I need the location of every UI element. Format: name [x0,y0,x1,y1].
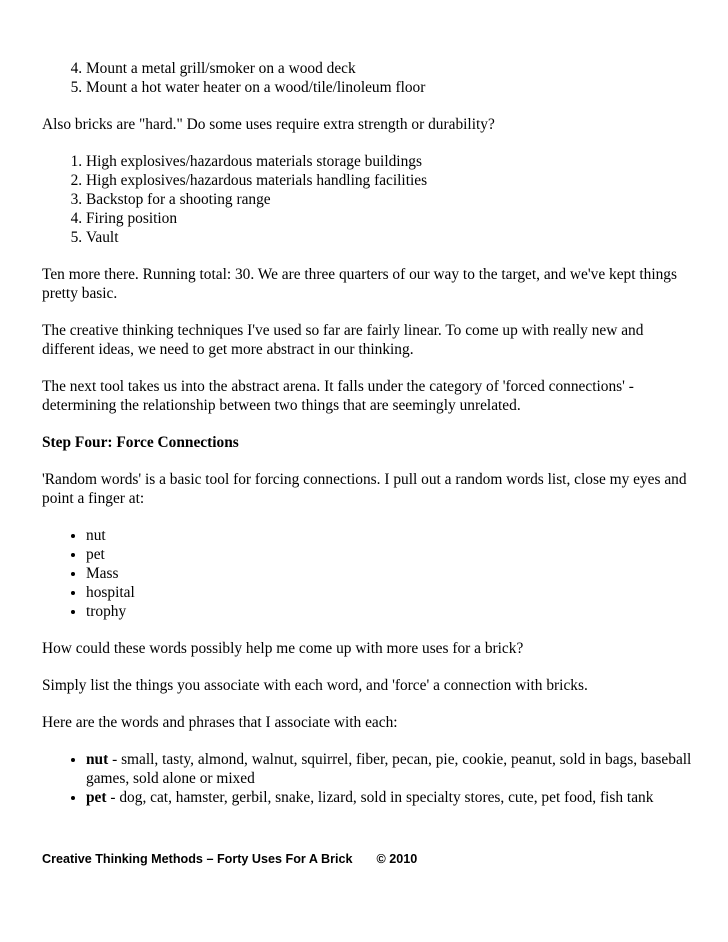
list-item: • nut [86,526,692,545]
bullet-list-random-words [42,526,692,621]
section-heading: Step Four: Force Connections [42,434,239,451]
list-item [86,788,692,807]
list-item: 4. Firing position [86,209,692,228]
list-item: 3. Backstop for a shooting range [86,190,692,209]
numbered-list-continued [42,59,692,97]
association-term: nut [86,751,109,768]
list-item: 1. High explosives/hazardous materials storage buildings [86,152,692,171]
paragraph-next-tool: The next tool takes us into the abstract arena. It falls under the category of 'forced connections' - determining the relationship between two things that are seemingly unrelated. [42,378,634,414]
paragraph-linear-techniques: The creative thinking techniques I've used so far are fairly linear. To come up with really new and different ideas, we need to get more abstract in our thinking. [42,322,644,358]
paragraph-bricks-hard: Also bricks are "hard." Do some uses require extra strength or durability? [42,116,495,133]
list-item: • hospital [86,583,692,602]
list-item [86,750,692,788]
list-item: • trophy [86,602,692,621]
list-item: 4. Mount a metal grill/smoker on a wood deck [86,59,692,78]
document-page [42,59,692,825]
association-text: - dog, cat, hamster, gerbil, snake, lizard, sold in specialty stores, cute, pet food, fish tank [106,789,654,806]
list-item: 5. Vault [86,228,692,247]
footer-title: Creative Thinking Methods – Forty Uses For A Brick [42,852,353,866]
paragraph-running-total: Ten more there. Running total: 30. We are three quarters of our way to the target, and we've kept things pretty basic. [42,266,677,302]
list-item: • Mass [86,564,692,583]
list-item: 2. High explosives/hazardous materials handling facilities [86,171,692,190]
list-item: • pet [86,545,692,564]
numbered-list-hard-uses [42,152,692,247]
association-text: - small, tasty, almond, walnut, squirrel, fiber, pecan, pie, cookie, peanut, sold in bags, baseball games, sold alone or mixed [86,751,692,787]
association-term: pet [86,789,107,806]
paragraph-here-are: Here are the words and phrases that I associate with each: [42,714,398,731]
paragraph-how-could: How could these words possibly help me come up with more uses for a brick? [42,640,524,657]
paragraph-simply-list: Simply list the things you associate with each word, and 'force' a connection with bricks. [42,677,588,694]
list-item: 5. Mount a hot water heater on a wood/tile/linoleum floor [86,78,692,97]
page-footer [42,851,417,867]
paragraph-random-words: 'Random words' is a basic tool for forcing connections. I pull out a random words list, close my eyes and point a finger at: [42,471,687,507]
footer-copyright: © 2010 [376,852,418,866]
bullet-list-associations [42,750,692,807]
